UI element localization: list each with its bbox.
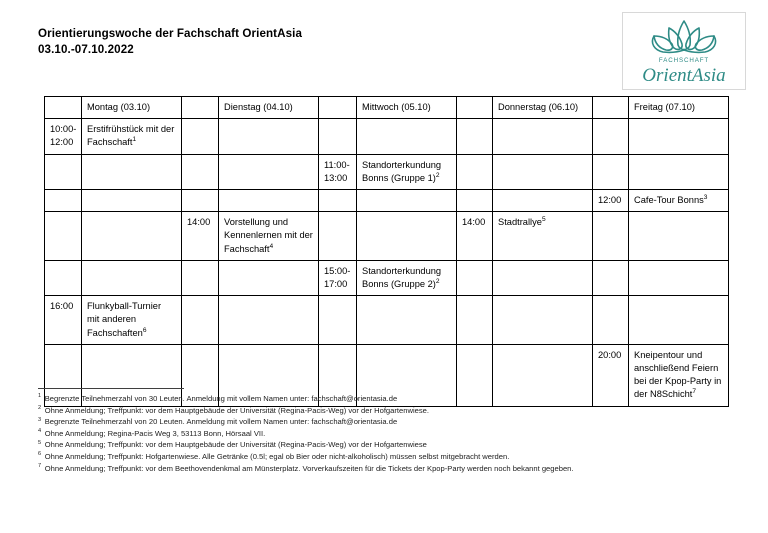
cell-activity-dienstag (219, 119, 319, 154)
cell-time-freitag: 12:00 (593, 190, 629, 212)
footnote-marker: 6 (142, 326, 147, 334)
cell-activity-montag (82, 212, 182, 261)
cell-activity-donnerstag (493, 119, 593, 154)
footnote-marker: 1 (38, 393, 42, 400)
cell-activity-freitag (629, 212, 729, 261)
cell-activity-mittwoch (357, 119, 457, 154)
schedule-body (45, 119, 729, 406)
cell-time-freitag (593, 154, 629, 189)
cell-activity-montag (82, 154, 182, 189)
footnote-item: $^1$ Begrenzte Teilnehmerzahl von 30 Leuten. Anmeldung mit vollem Namen unter: fachschaft@orientasia.de (38, 393, 398, 403)
cell-time-mittwoch (319, 212, 357, 261)
cell-time-mittwoch: 11:00- 13:00 (319, 154, 357, 189)
cell-activity-freitag (629, 296, 729, 345)
cell-time-montag (45, 212, 82, 261)
table-header-row (45, 97, 729, 119)
page-title (38, 26, 302, 58)
cell-activity-dienstag (219, 154, 319, 189)
cell-time-donnerstag (457, 260, 493, 295)
cell-activity-donnerstag: Stadtrallye$^5$ (493, 212, 593, 261)
cell-activity-freitag: Cafe-Tour Bonns$^3$ (629, 190, 729, 212)
cell-time-donnerstag (457, 296, 493, 345)
table-row (45, 190, 729, 212)
title-line-2: 03.10.-07.10.2022 (38, 43, 134, 56)
cell-activity-freitag: Kneipentour und anschließend Feiern bei der Kpop-Party in der N8Schicht$^7$ (629, 344, 729, 406)
cell-activity-donnerstag (493, 190, 593, 212)
header-time-freitag (593, 97, 629, 119)
cell-activity-dienstag (219, 190, 319, 212)
logo-wordmark: OrientAsia (642, 65, 726, 86)
cell-time-dienstag (182, 296, 219, 345)
cell-activity-montag: Erstifrühstück mit der Fachschaft$^1$ (82, 119, 182, 154)
cell-time-dienstag: 14:00 (182, 212, 219, 261)
cell-time-dienstag (182, 154, 219, 189)
cell-time-mittwoch: 15:00- 17:00 (319, 260, 357, 295)
table-row (45, 212, 729, 261)
orientasia-logo (622, 12, 746, 90)
cell-time-freitag (593, 260, 629, 295)
cell-activity-dienstag (219, 260, 319, 295)
cell-time-montag (45, 260, 82, 295)
schedule-table (44, 96, 729, 407)
cell-activity-donnerstag (493, 154, 593, 189)
cell-time-montag (45, 154, 82, 189)
title-line-1: Orientierungswoche der Fachschaft OrientAsia (38, 27, 303, 40)
table-row (45, 260, 729, 295)
cell-time-mittwoch (319, 190, 357, 212)
cell-time-dienstag (182, 190, 219, 212)
header-time-dienstag (182, 97, 219, 119)
footnote-item: $^4$ Ohne Anmeldung; Regina-Pacis Weg 3, 53113 Bonn, Hörsaal VII. (38, 428, 266, 438)
footnote-item: $^6$ Ohne Anmeldung; Treffpunkt: Hofgartenwiese. Alle Getränke (0.5l; egal ob Bier oder nicht-alkoholisch) müssen selbst mitgebracht werden. (38, 451, 510, 461)
cell-time-freitag (593, 119, 629, 154)
header-day-dienstag: Dienstag (04.10) (219, 97, 319, 119)
cell-activity-dienstag (219, 296, 319, 345)
header-time-donnerstag (457, 97, 493, 119)
cell-activity-mittwoch: Standorterkundung Bonns (Gruppe 2)$^2$ (357, 260, 457, 295)
cell-time-donnerstag (457, 190, 493, 212)
cell-activity-mittwoch (357, 296, 457, 345)
table-row (45, 154, 729, 189)
table-row (45, 296, 729, 345)
footnote-marker: 5 (541, 216, 546, 224)
footnote-marker: 4 (38, 428, 42, 435)
footnote-marker: 3 (38, 416, 42, 423)
cell-activity-freitag (629, 260, 729, 295)
document-header (0, 0, 768, 95)
cell-time-freitag (593, 296, 629, 345)
header-day-montag: Montag (03.10) (82, 97, 182, 119)
header-time-montag (45, 97, 82, 119)
cell-activity-freitag (629, 154, 729, 189)
footnote-item: $^3$ Begrenzte Teilnehmerzahl von 20 Leuten. Anmeldung mit vollem Namen unter: fachschaft@orientasia.de (38, 416, 398, 427)
footnote-marker: 2 (435, 171, 440, 179)
footnote-marker: 2 (435, 277, 440, 285)
cell-time-donnerstag (457, 154, 493, 189)
cell-activity-montag: Flunkyball-Turnier mit anderen Fachschaften$^6$ (82, 296, 182, 345)
cell-activity-donnerstag (493, 296, 593, 345)
cell-activity-freitag (629, 119, 729, 154)
cell-activity-dienstag: Vorstellung und Kennenlernen mit der Fachschaft$^4$ (219, 212, 319, 261)
footnote-marker: 7 (692, 388, 697, 396)
footnote-item: $^7$ Ohne Anmeldung; Treffpunkt: vor dem Beethovendenkmal am Münsterplatz. Vorverkaufszeiten für die Tickets der Kpop-Party werden noch bekannt gegeben. (38, 463, 574, 473)
table-row (45, 119, 729, 154)
header-time-mittwoch (319, 97, 357, 119)
cell-time-montag: 10:00- 12:00 (45, 119, 82, 154)
header-day-freitag: Freitag (07.10) (629, 97, 729, 119)
footnote-separator (38, 388, 184, 389)
cell-activity-montag (82, 190, 182, 212)
footnote-marker: 2 (38, 405, 42, 412)
cell-time-montag: 16:00 (45, 296, 82, 345)
cell-activity-montag (82, 260, 182, 295)
header-day-mittwoch: Mittwoch (05.10) (357, 97, 457, 119)
cell-time-freitag: 20:00 (593, 344, 629, 406)
cell-time-mittwoch (319, 119, 357, 154)
cell-time-donnerstag (457, 119, 493, 154)
cell-time-dienstag (182, 260, 219, 295)
cell-time-donnerstag: 14:00 (457, 212, 493, 261)
footnote-marker: 4 (269, 242, 274, 250)
footnote-marker: 1 (132, 136, 137, 144)
lotus-flower-icon (623, 13, 745, 89)
footnote-area (38, 388, 738, 474)
cell-activity-mittwoch (357, 212, 457, 261)
footnote-marker: 5 (38, 439, 42, 446)
footnote-item: $^5$ Ohne Anmeldung; Treffpunkt: vor dem Hauptgebäude der Universität (Regina-Pacis-Weg) vor der Hofgartenwiese (38, 439, 427, 450)
footnote-marker: 7 (38, 463, 42, 470)
cell-time-montag (45, 190, 82, 212)
header-day-donnerstag: Donnerstag (06.10) (493, 97, 593, 119)
cell-time-mittwoch (319, 296, 357, 345)
cell-time-freitag (593, 212, 629, 261)
footnote-marker: 6 (38, 451, 42, 458)
cell-activity-donnerstag (493, 260, 593, 295)
cell-time-dienstag (182, 119, 219, 154)
cell-activity-mittwoch: Standorterkundung Bonns (Gruppe 1)$^2$ (357, 154, 457, 189)
logo-kicker: FACHSCHAFT (658, 57, 710, 64)
footnote-list (38, 393, 738, 474)
footnote-item: $^2$ Ohne Anmeldung; Treffpunkt: vor dem Hauptgebäude der Universität (Regina-Pacis-Weg) vor der Hofgartenwiese. (38, 405, 429, 415)
footnote-marker: 3 (703, 193, 708, 201)
cell-activity-mittwoch (357, 190, 457, 212)
